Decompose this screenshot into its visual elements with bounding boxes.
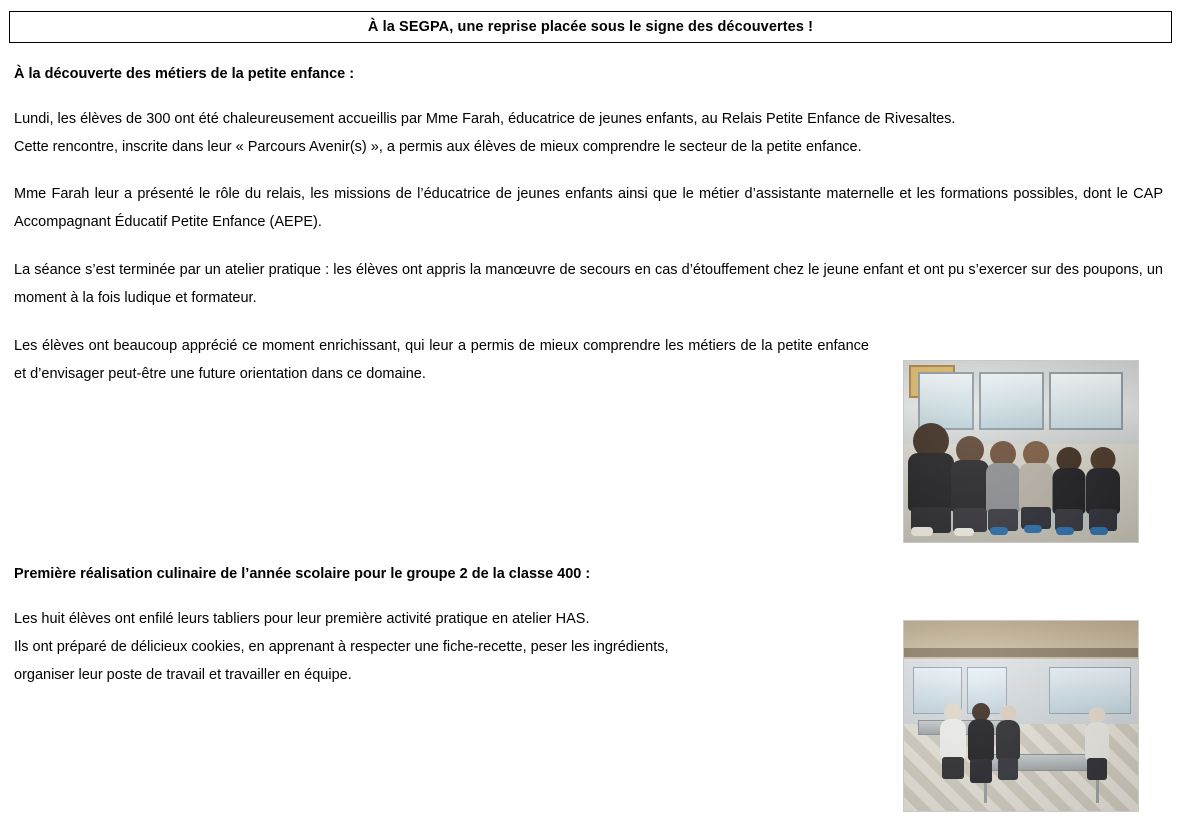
photo-atelier-cuisine-has [903, 620, 1139, 812]
paragraph-cookies: Ils ont préparé de délicieux cookies, en apprenant à respecter une fiche-recette, peser les ingrédients, [14, 638, 669, 655]
photo2-person-3 [993, 703, 1023, 787]
paragraph-presentation-relais: Mme Farah leur a présenté le rôle du relais, les missions de l’éducatrice de jeunes enfants ainsi que le métier d’assistante maternelle et les formations possibles, dont le CAP Accompagnant Éducatif Petite Enfance (AEPE). [14, 186, 1163, 231]
photo1-person-3 [986, 433, 1021, 527]
photo2-beam [904, 648, 1138, 658]
photo1-person-2 [951, 430, 988, 528]
photo1-person-5 [1051, 437, 1086, 528]
section-heading-realisation-culinaire: Première réalisation culinaire de l’année scolaire pour le groupe 2 de la classe 400 : [14, 566, 591, 583]
paragraph-appreciation: Les élèves ont beaucoup apprécié ce moment enrichissant, qui leur a permis de mieux comprendre les métiers de la petite enfance et d’envisager peut-être une future orientation dans ce domaine. [14, 337, 869, 382]
paragraph-parcours-avenir: Cette rencontre, inscrite dans leur « Parcours Avenir(s) », a permis aux élèves de mieux comprendre le secteur de la petite enfance. [14, 138, 862, 155]
photo1-person-4 [1019, 433, 1054, 527]
photo1-person-1 [909, 423, 953, 528]
document-page [0, 11, 1181, 819]
paragraph-atelier-pratique: La séance s’est terminée par un atelier pratique : les élèves ont appris la manœuvre de secours en cas d’étouffement chez le jeune enfant et ont pu s’exercer sur des poupons, un moment à la fois ludique et formateur. [14, 262, 1163, 306]
photo1-person-6 [1084, 437, 1121, 528]
paragraph-accueil: Lundi, les élèves de 300 ont été chaleureusement accueillis par Mme Farah, éducatrice de jeunes enfants, au Relais Petite Enfance de Rivesaltes. [14, 110, 956, 127]
photo1-window-right [1049, 372, 1123, 430]
photo2-person-4 [1082, 705, 1112, 785]
document-title-box [9, 11, 1172, 43]
photo-eleves-assis-relais-petite-enfance [903, 360, 1139, 543]
photo1-window-center [979, 372, 1044, 430]
page-title: À la SEGPA, une reprise placée sous le signe des découvertes ! [367, 19, 814, 35]
paragraph-tabliers: Les huit élèves ont enfilé leurs tabliers pour leur première activité pratique en atelier HAS. [14, 611, 590, 628]
photo1-window-left [918, 372, 973, 430]
section-heading-petite-enfance: À la découverte des métiers de la petite enfance : [14, 66, 355, 82]
paragraph-poste-travail: organiser leur poste de travail et travailler en équipe. [14, 666, 352, 683]
